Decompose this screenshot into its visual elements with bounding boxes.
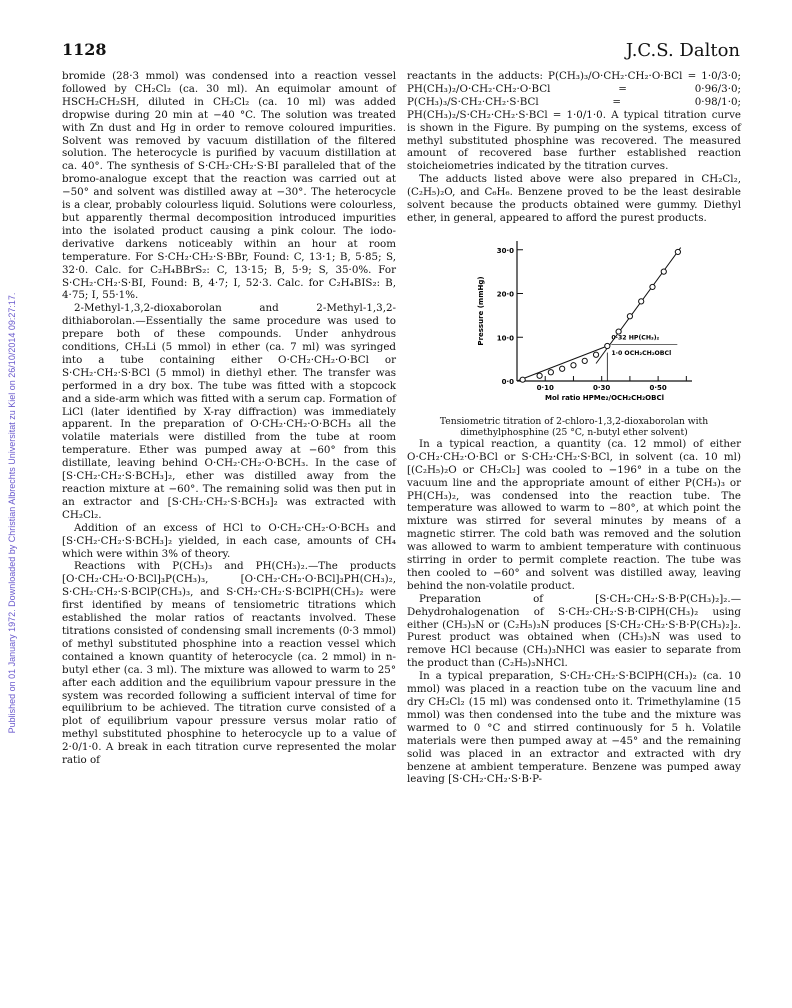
data-point [582,358,587,363]
x-axis-label: Mol ratio HPMe₂/OCH₂CH₂OBCl [545,393,664,402]
data-point [537,373,542,378]
download-note: Published on 01 January 1972. Downloaded by Christian Albrechts Universitat zu Kiel on 26/10/2014 09:27:17. [7,292,17,734]
break-annotation-bottom: 1·0 OCH₂CH₂OBCl [611,349,672,357]
data-point [639,299,644,304]
y-axis-label: Pressure (mmHg) [477,276,485,346]
page-number: 1128 [62,40,107,59]
paragraph: 2-Methyl-1,3,2-dioxaborolan and 2-Methyl-1,3,2-dithiaborolan.—Essentially the same procedure was used to prepare both of these compounds. Under anhydrous conditions, CH₃Li (5 mmol) in ether (ca. 7 ml) was syringed into a tube containing either O·CH₂·CH₂·O·BCl or S·CH₂·CH₂·S·BCl (5 mmol) in diethyl ether. The transfer was performed in a dry box. The tube was fitted with a stopcock and a side-arm which was fitted with a serum cap. Formation of LiCl (later identified by X-ray diffraction) was immediately apparent. In the preparation of O·CH₂·CH₂·O·BCH₃ all the volatile materials were distilled from the tube at room temperature. Ether was pumped away at −60° from this distillate, leaving behind O·CH₂·CH₂·O·BCH₃. In the case of [S·CH₂·CH₂·S·BCH₃]₂, ether was distilled away from the reaction mixture at −60°. The remaining solid was then put in an extractor and [S·CH₂·CH₂·S·BCH₃]₂ was extracted with CH₂Cl₂. [62,302,396,521]
data-point [627,314,632,319]
data-point [520,377,525,382]
right-column [407,70,741,786]
y-tick-label: 0·0 [501,377,514,386]
paragraph: Preparation of [S·CH₂·CH₂·S·B·P(CH₃)₂]₂.—Dehydrohalogenation of S·CH₂·CH₂·S·B·ClPH(CH₃)₂ using either (CH₃)₃N or (C₂H₅)₃N produces [S·CH₂·CH₂·S·B·P(CH₃)₂]₂. Purest product was obtained when (CH₃)₃N was used to remove HCl because (CH₃)₃NHCl was easier to separate from the product than (C₂H₅)₃NHCl. [407,592,741,670]
figure-caption: Tensiometric titration of 2-chloro-1,3,2-dioxaborolan with dimethylphosphine (25 °C, n-butyl ether solvent) [439,415,709,438]
paragraph: Reactions with P(CH₃)₃ and PH(CH₃)₂.—The products [O·CH₂·CH₂·O·BCl]₃P(CH₃)₃, [O·CH₂·CH₂·O·BCl]₃PH(CH₃)₂, S·CH₂·CH₂·S·BClP(CH₃)₃, and S·CH₂·CH₂·S·BClPH(CH₃)₂ were first identified by means of tensiometric titrations which established the molar ratios of reactants involved. These titrations consisted of condensing small increments (0·3 mmol) of methyl substituted phosphine into a reaction vessel which contained a known quantity of heterocycle (ca. 2 mmol) in n-butyl ether (ca. 3 ml). The mixture was allowed to warm to 25° after each addition and the equilibrium vapour pressure in the system was recorded following a sufficient interval of time for equilibrium to be achieved. The titration curve consisted of a plot of equilibrium vapour pressure versus molar ratio of methyl substituted phosphine to heterocycle up to a value of 2·0/1·0. A break in each titration curve represented the molar ratio of [62,560,396,767]
data-point [675,249,680,254]
download-watermark [0,120,18,920]
data-point [650,284,655,289]
left-column [62,70,396,767]
data-point [616,329,621,334]
titration-figure [467,231,707,416]
x-tick-label: 0·30 [593,383,611,392]
fit-line-lower [517,346,607,381]
y-tick-label: 30·0 [496,246,514,255]
data-point [605,343,610,348]
data-point [560,366,565,371]
y-tick-label: 10·0 [496,334,514,343]
x-tick-label: 0·10 [536,383,554,392]
paragraph: The adducts listed above were also prepared in CH₂Cl₂, (C₂H₅)₂O, and C₆H₆. Benzene proved to be the least desirable solvent because the products obtained were gummy. Diethyl ether, in general, appeared to afford the purest products. [407,173,741,224]
journal-name: J.C.S. Dalton [625,40,740,61]
paragraph: Addition of an excess of HCl to O·CH₂·CH₂·O·BCH₃ and [S·CH₂·CH₂·S·BCH₃]₂ yielded, in each case, amounts of CH₄ which were within 3% of theory. [62,521,396,560]
paragraph: In a typical preparation, S·CH₂·CH₂·S·BClPH(CH₃)₂ (ca. 10 mmol) was placed in a reaction tube on the vacuum line and dry CH₂Cl₂ (15 ml) was condensed onto it. Trimethylamine (15 mmol) was then condensed into the tube and the mixture was warmed to 0 °C and stirred continuously for 5 h. Volatile materials were then pumped away at −45° and the remaining solid was placed in an extractor and extracted with dry benzene at ambient temperature. Benzene was pumped away leaving [S·CH₂·CH₂·S·B·P- [407,670,741,786]
break-annotation-top: 0·32 HP(CH₃)₂ [611,334,660,342]
y-tick-label: 20·0 [496,290,514,299]
data-point [661,269,666,274]
data-point [548,370,553,375]
titration-chart [467,231,707,416]
data-point [593,352,598,357]
x-tick-label: 0·50 [649,383,667,392]
paragraph: reactants in the adducts: P(CH₃)₃/O·CH₂·CH₂·O·BCl = 1·0/3·0; PH(CH₃)₂/O·CH₂·CH₂·O·BCl = 0·96/3·0; P(CH₃)₃/S·CH₂·CH₂·S·BCl = 0·98/1·0; PH(CH₃)₂/S·CH₂·CH₂·S·BCl = 1·0/1·0. A typical titration curve is shown in the Figure. By pumping on the systems, excess of methyl substituted phosphine was recovered. The measured amount of recovered base further established reaction stoicheiometries indicated by the titration curves. [407,70,741,173]
paragraph: bromide (28·3 mmol) was condensed into a reaction vessel followed by CH₂Cl₂ (ca. 30 ml). An equimolar amount of HSCH₂CH₂SH, diluted in CH₂Cl₂ (ca. 10 ml) was added dropwise during 20 min at −40 °C. The solution was treated with Zn dust and Hg in order to remove coloured impurities. Solvent was removed by vacuum distillation of the filtered solution. The heterocycle is purified by vacuum distillation at ca. 40°. The synthesis of S·CH₂·CH₂·S·BI paralleled that of the bromo-analogue except that the reaction was carried out at −50° and solvent was distilled away at −30°. The heterocycle is a clear, probably colourless liquid. Solutions were colourless, but apparently thermal decomposition introduced impurities into the isolated product causing a pink colour. The iodo-derivative darkens noticeably within an hour at room temperature. For S·CH₂·CH₂·S·BBr, Found: C, 13·1; B, 5·85; S, 32·0. Calc. for C₂H₄BBrS₂: C, 13·15; B, 5·9; S, 35·0%. For S·CH₂·CH₂·S·BI, Found: B, 4·7; I, 52·3. Calc. for C₂H₄BIS₂: B, 4·75; I, 55·1%. [62,70,396,302]
data-point [571,363,576,368]
paragraph: In a typical reaction, a quantity (ca. 12 mmol) of either O·CH₂·CH₂·O·BCl or S·CH₂·CH₂·S·BCl, in solvent (ca. 10 ml) [(C₂H₅)₂O or CH₂Cl₂] was cooled to −196° in a tube on the vacuum line and the appropriate amount of either P(CH₃)₃ or PH(CH₃)₂, was condensed into the reaction tube. The temperature was allowed to warm to −80°, at which point the mixture was stirred for several minutes by means of a magnetic stirrer. The cold bath was removed and the solution was allowed to warm to ambient temperature with continuous stirring in order to permit complete reaction. The tube was then cooled to −60° and solvent was distilled away, leaving behind the non-volatile product. [407,437,741,592]
